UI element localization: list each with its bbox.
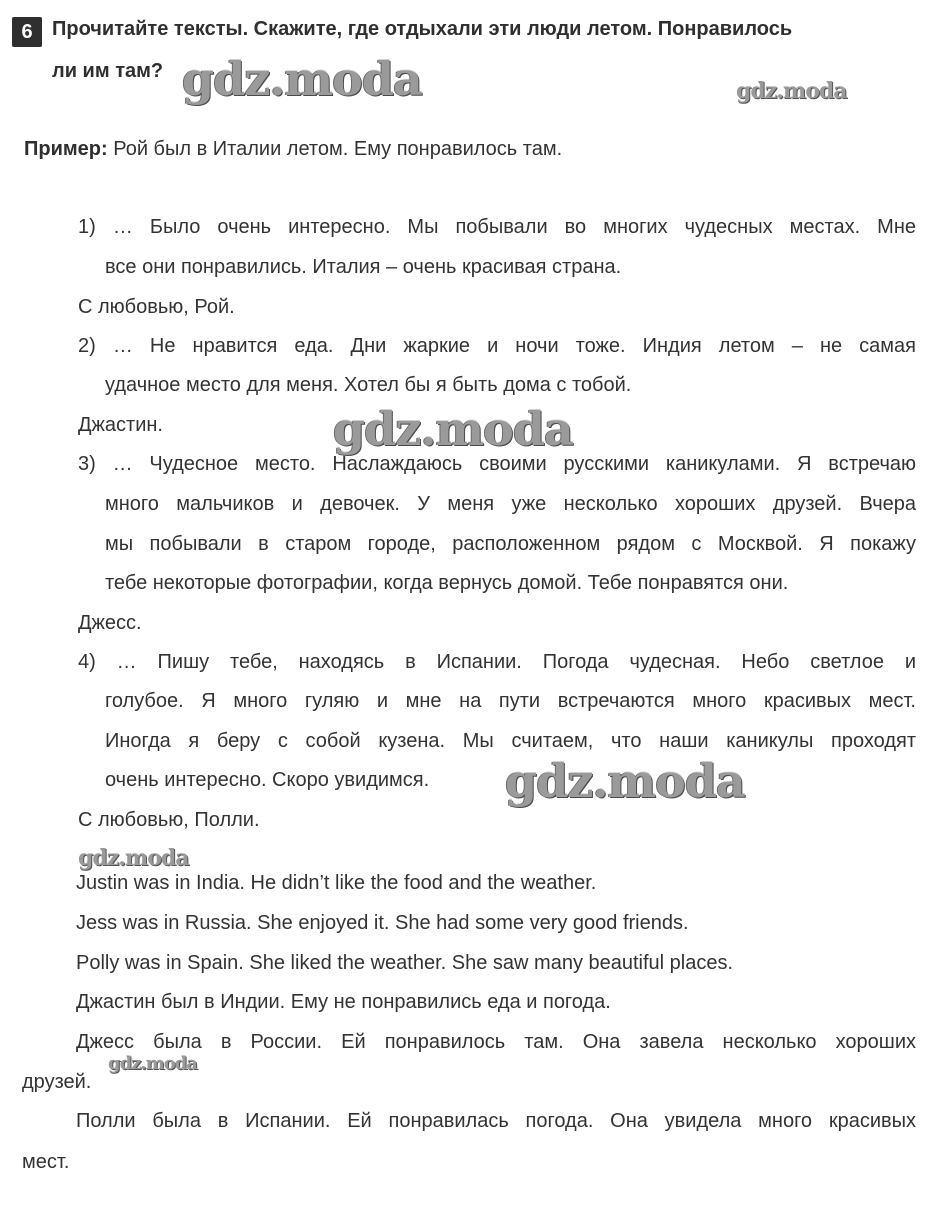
watermark-3: gdz.moda bbox=[333, 402, 573, 456]
watermark-2: gdz.moda bbox=[736, 78, 847, 104]
task-instruction-line-2: ли им там? bbox=[52, 60, 164, 82]
letter-1-line-1: 1) … Было очень интересно. Мы побывали во многих чудесных местах. Мне bbox=[78, 216, 916, 238]
letter-3-line-3: мы побывали в старом городе, расположенном рядом с Москвой. Я покажу bbox=[105, 533, 916, 555]
letter-2-signature: Джастин. bbox=[78, 414, 163, 436]
letter-4-line-4: очень интересно. Скоро увидимся. bbox=[105, 769, 430, 791]
example-text: Рой был в Италии летом. Ему понравилось там. bbox=[107, 138, 563, 160]
letter-3-line-2: много мальчиков и девочек. У меня уже несколько хороших друзей. Вчера bbox=[105, 493, 916, 515]
example-line bbox=[24, 138, 562, 161]
answer-ru-3: Полли была в Испании. Ей понравилась погода. Она увидела много красивых bbox=[76, 1110, 916, 1132]
answer-ru-3-continued: мест. bbox=[22, 1151, 70, 1173]
task-number-badge: 6 bbox=[12, 17, 42, 47]
letter-3-line-4: тебе некоторые фотографии, когда вернусь домой. Тебе понравятся они. bbox=[105, 572, 789, 594]
answer-ru-1: Джастин был в Индии. Ему не понравились еда и погода. bbox=[76, 991, 611, 1013]
letter-4-signature: С любовью, Полли. bbox=[78, 809, 260, 831]
example-label: Пример: bbox=[24, 138, 108, 160]
letter-3-line-1: 3) … Чудесное место. Наслаждаюсь своими русскими каникулами. Я встречаю bbox=[78, 453, 916, 475]
watermark-1: gdz.moda bbox=[182, 52, 422, 106]
task-instruction-line-1: Прочитайте тексты. Скажите, где отдыхали эти люди летом. Понравилось bbox=[52, 18, 793, 40]
answer-ru-2-continued: друзей. bbox=[22, 1071, 92, 1093]
answer-en-2: Jess was in Russia. She enjoyed it. She had some very good friends. bbox=[76, 912, 689, 934]
answer-en-1: Justin was in India. He didn’t like the food and the weather. bbox=[76, 872, 597, 894]
letter-4-line-3: Иногда я беру с собой кузена. Мы считаем, что наши каникулы проходят bbox=[105, 730, 916, 752]
letter-4-line-1: 4) … Пишу тебе, находясь в Испании. Погода чудесная. Небо светлое и bbox=[78, 651, 916, 673]
letter-2-line-1: 2) … Не нравится еда. Дни жаркие и ночи тоже. Индия летом – не самая bbox=[78, 335, 916, 357]
answer-ru-2: Джесс была в России. Ей понравилось там. Она завела несколько хороших bbox=[76, 1031, 916, 1053]
letter-2-line-2: удачное место для меня. Хотел бы я быть дома с тобой. bbox=[105, 374, 632, 396]
letter-1-line-2: все они понравились. Италия – очень красивая страна. bbox=[105, 256, 622, 278]
letter-1-signature: С любовью, Рой. bbox=[78, 296, 235, 318]
letter-3-signature: Джесс. bbox=[78, 612, 142, 634]
watermark-4: gdz.moda bbox=[505, 754, 745, 808]
watermark-6: gdz.moda bbox=[108, 1053, 197, 1074]
answer-en-3: Polly was in Spain. She liked the weather. She saw many beautiful places. bbox=[76, 952, 734, 974]
letter-4-line-2: голубое. Я много гуляю и мне на пути встречаются много красивых мест. bbox=[105, 690, 916, 712]
watermark-5: gdz.moda bbox=[78, 845, 189, 871]
